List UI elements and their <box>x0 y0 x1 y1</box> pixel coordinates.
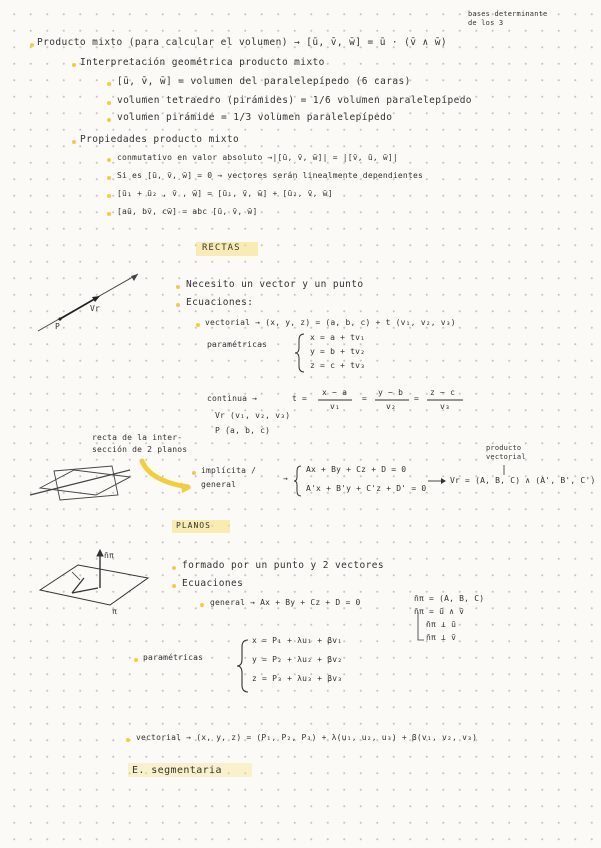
normal-note-1: n̄π = (A, B, C) <box>414 594 485 603</box>
producto-vectorial-note-1: producto <box>486 444 522 452</box>
implicita-eq-1: Ax + By + Cz + D = 0 <box>306 465 407 474</box>
recta-vector-label: Vr <box>90 304 101 313</box>
normal-note-3: n̄π ⊥ ū <box>426 620 457 629</box>
plano-parametricas-label: paramétricas <box>143 653 204 662</box>
plano-param-y: y = P₂ + λu₂ + βv₂ <box>252 655 343 664</box>
bullet <box>107 158 111 162</box>
recta-point-label: P <box>55 322 61 331</box>
bullet <box>126 738 130 742</box>
planos-title: PLANOS <box>176 521 211 530</box>
plano-param-z: z = P₃ + λu₃ + βv₃ <box>252 674 343 683</box>
bullet <box>107 194 111 198</box>
planos-item-1: formado por un punto y 2 vectores <box>182 560 384 571</box>
implicita-brace <box>294 466 301 496</box>
rectas-title: RECTAS <box>202 243 241 253</box>
bullet <box>107 118 111 122</box>
propiedades-heading: Propiedades producto mixto <box>80 134 240 145</box>
bullet <box>107 101 111 105</box>
planos-parametric-brace <box>237 640 248 692</box>
recta-arrow-head <box>131 274 138 281</box>
bullet <box>107 212 111 216</box>
propiedad-1: conmutativo en valor absoluto →|[ū, v̄, w̄]| = |[v̄, ū, w̄]| <box>117 153 398 162</box>
implicita-label-2: general <box>201 480 237 489</box>
bullet <box>72 63 76 67</box>
rectas-item-1: Necesito un vector y un punto <box>186 279 364 290</box>
normal-notes-bracket <box>418 612 424 640</box>
implicita-eq-2: A'x + B'y + C'z + D' = 0 <box>306 484 427 493</box>
producto-mixto-title: Producto mixto (para calcular el volumen) → [ū, v̄, w̄] = ū · (v̄ ∧ w̄) <box>37 37 448 48</box>
recta-param-y: y = b + tv₂ <box>310 347 366 356</box>
recta-parametricas-label: paramétricas <box>207 340 268 349</box>
plano-general: general → Ax + By + Cz + D = 0 <box>210 598 361 607</box>
bullet <box>107 82 111 86</box>
bullet <box>192 471 196 475</box>
continua-den-1: v₁ <box>330 402 341 411</box>
bullet <box>176 285 180 289</box>
bullet <box>172 566 176 570</box>
plane-normal-label: n̄π <box>104 551 115 560</box>
continua-eq-2: = <box>414 394 420 403</box>
interpretacion-heading: Interpretación geométrica producto mixto <box>80 57 325 68</box>
implicita-arrow: → <box>283 474 289 483</box>
continua-den-3: v₃ <box>440 402 451 411</box>
interpretacion-item-2: volumen tetraedro (pirámides) = 1/6 volumen paralelepípedo <box>117 95 472 106</box>
two-planes-figure <box>30 466 130 500</box>
bullet <box>134 658 138 662</box>
continua-label: continua → <box>207 394 258 403</box>
bullet <box>196 323 200 327</box>
header-note: bases determinante de los 3 <box>468 10 548 27</box>
continua-t: t = <box>292 394 308 403</box>
continua-num-1: x − a <box>322 388 348 397</box>
bullet <box>107 176 111 180</box>
recta-point <box>58 317 61 320</box>
bullet <box>176 303 180 307</box>
continua-num-3: z − c <box>430 388 456 397</box>
interpretacion-item-3: volumen pirámide = 1/3 volumen paralelepípedo <box>117 112 393 123</box>
bullet <box>72 140 76 144</box>
continua-eq-1: = <box>362 394 368 403</box>
normal-note-4: n̄π ⊥ v̄ <box>426 633 457 642</box>
continua-vr: Vr (v₁, v₂, v₃) <box>215 411 291 420</box>
bullet <box>200 603 204 607</box>
plane-pi-label: π <box>112 607 118 616</box>
plano-param-x: x = P₁ + λu₁ + βv₁ <box>252 636 343 645</box>
recta-vectorial: vectorial → (x, y, z) = (a, b, c) + t (v₁, v₂, v₃) <box>205 318 456 327</box>
propiedad-2: Si es [ū, v̄, w̄] = 0 → vectores serán linealmente dependientes <box>117 171 424 180</box>
side-note-line-1: recta de la inter- <box>92 433 183 442</box>
recta-param-x: x = a + tv₁ <box>310 333 366 342</box>
continua-num-2: y − b <box>378 388 404 397</box>
continua-p: P (a, b, c) <box>215 426 271 435</box>
continua-den-2: v₂ <box>386 402 397 411</box>
plane-figure <box>40 550 148 605</box>
recta-param-z: z = c + tv₃ <box>310 361 366 370</box>
bullet <box>172 584 176 588</box>
interpretacion-item-1: [ū, v̄, w̄] = volumen del paralelepípedo (6 caras) <box>117 76 411 87</box>
rectas-parametric-brace <box>295 334 304 372</box>
side-note-line-2: sección de 2 planos <box>92 445 188 454</box>
segmentaria-title: E. segmentaria <box>132 765 222 776</box>
bullet <box>30 43 34 47</box>
propiedad-3: [ū₁ + ū₂ , v̄ , w̄] = [ū₁, v̄, w̄] + [ū₂, v̄, w̄] <box>117 189 333 198</box>
normal-note-2: n̄π = ū ∧ v̄ <box>414 607 465 616</box>
rectas-item-2: Ecuaciones: <box>186 297 254 308</box>
planos-item-2: Ecuaciones <box>182 578 244 589</box>
plano-vectorial: vectorial → (x, y, z) = (P₁, P₂, P₃) + λ(u₁, u₂, u₃) + β(v₁, v₂, v₃) <box>136 733 478 742</box>
vr-formula: Vr = (A, B, C) ∧ (A', B', C') <box>450 476 596 485</box>
implicita-label-1: implícita / <box>201 466 257 475</box>
producto-vectorial-note-2: vectorial <box>486 453 526 461</box>
propiedad-4: [aū, bv̄, cw̄] = abc [ū, v̄, w̄] <box>117 207 258 216</box>
